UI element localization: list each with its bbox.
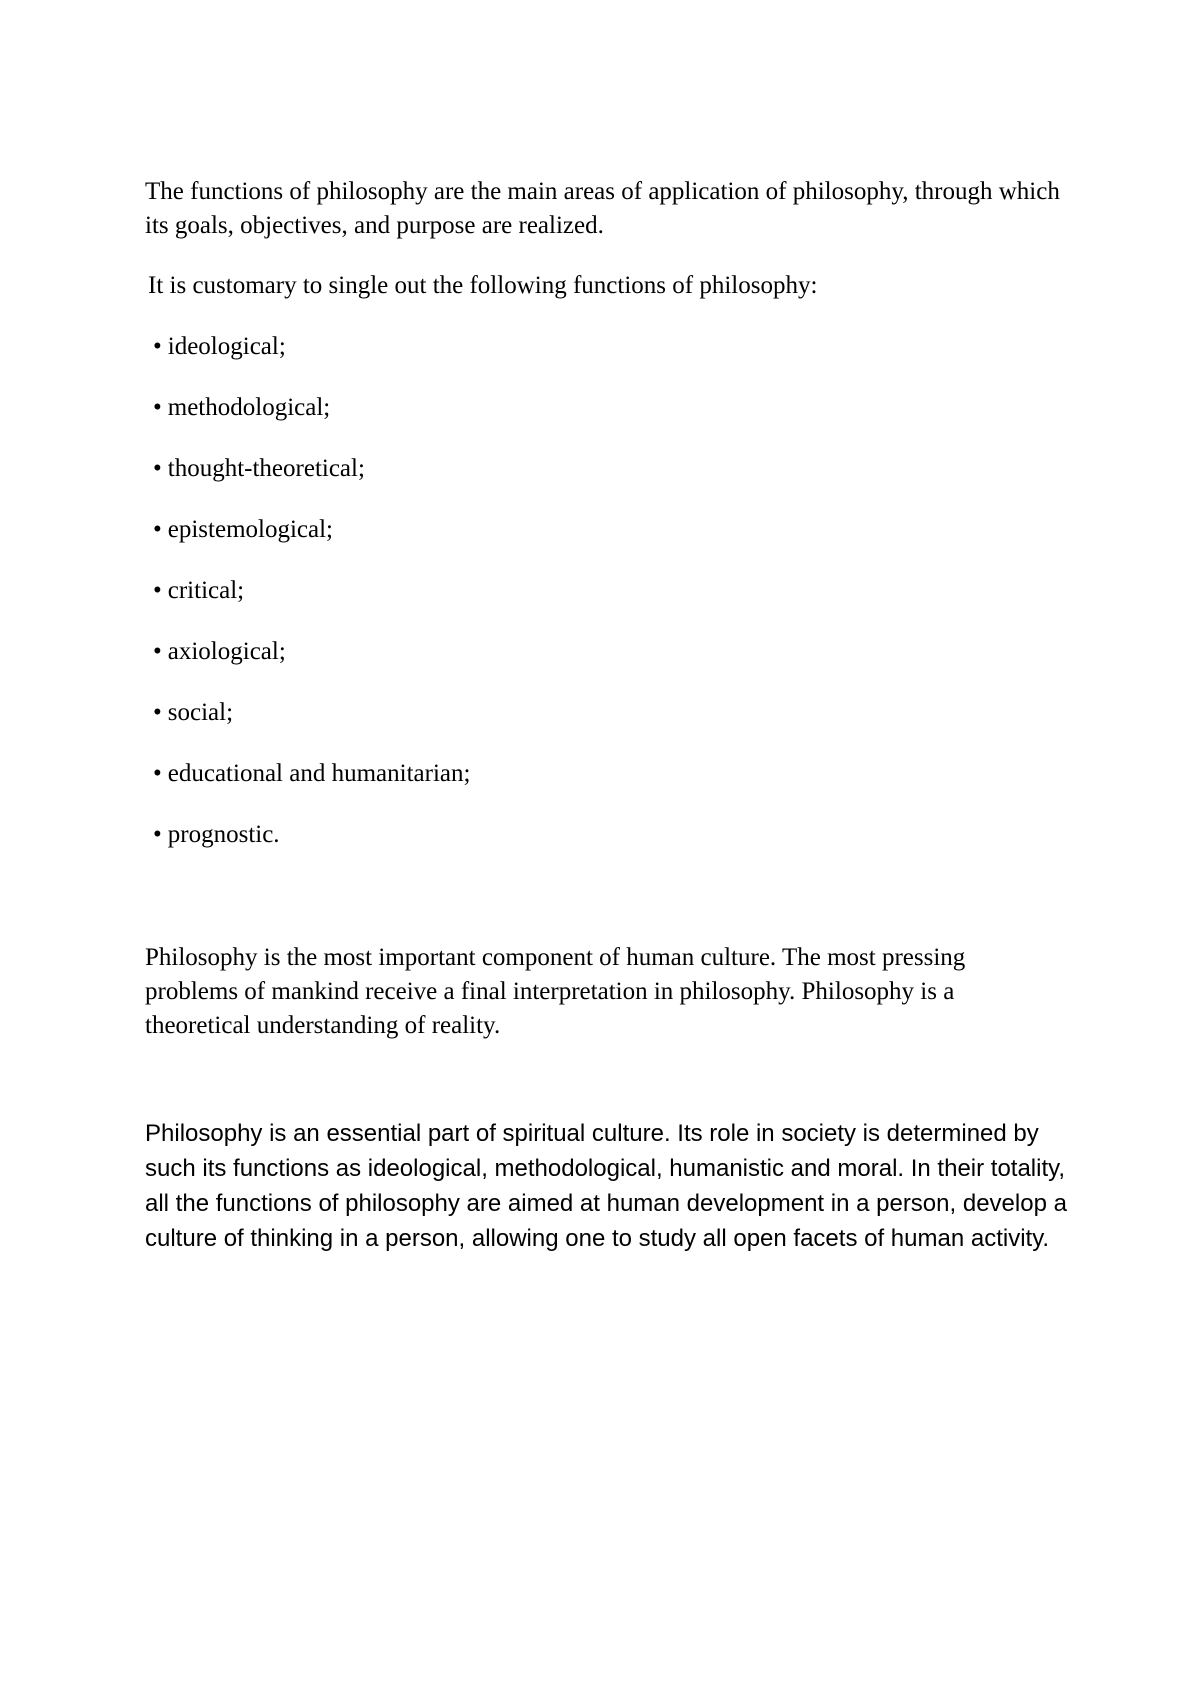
bullet-icon: •: [153, 577, 162, 604]
list-item: [153, 696, 470, 757]
culture-paragraph: Philosophy is the most important component of human culture. The most pressing problems of mankind receive a final interpretation in philosophy. Philosophy is a theoretical understanding of reality.: [145, 944, 966, 1039]
list-item-label: methodological;: [167, 394, 331, 421]
intro-paragraph: The functions of philosophy are the main areas of application of philosophy, through which its goals, objectives, and purpose are realized.: [145, 178, 1060, 239]
list-item: [153, 391, 470, 452]
list-item: [153, 330, 470, 391]
list-item-label: ideological;: [167, 333, 286, 360]
list-item-label: axiological;: [167, 638, 286, 665]
list-item-label: epistemological;: [167, 516, 333, 543]
functions-lead-paragraph: It is customary to single out the following functions of philosophy:: [148, 272, 818, 299]
bullet-icon: •: [153, 699, 162, 726]
bullet-icon: •: [153, 455, 162, 482]
list-item-label: social;: [167, 699, 234, 726]
bullet-icon: •: [153, 821, 162, 848]
list-item: [153, 513, 470, 574]
spiritual-culture-paragraph: Philosophy is an essential part of spiritual culture. Its role in society is determined by such its functions as ideological, methodological, humanistic and moral. In their totality, all the functions of philosophy are aimed at human development in a person, develop a culture of thinking in a person, allowing one to study all open facets of human activity.: [145, 1120, 1067, 1252]
list-item: [153, 452, 470, 513]
bullet-icon: •: [153, 638, 162, 665]
bullet-icon: •: [153, 760, 162, 787]
list-item-label: critical;: [167, 577, 245, 604]
list-item-label: prognostic.: [167, 821, 280, 848]
list-item: [153, 818, 470, 879]
bullet-icon: •: [153, 333, 162, 360]
list-item: [153, 574, 470, 635]
list-item: [153, 757, 470, 818]
list-item: [153, 635, 470, 696]
functions-list: [153, 330, 470, 879]
bullet-icon: •: [153, 394, 162, 421]
list-item-label: thought-theoretical;: [167, 455, 365, 482]
bullet-icon: •: [153, 516, 162, 543]
list-item-label: educational and humanitarian;: [167, 760, 471, 787]
